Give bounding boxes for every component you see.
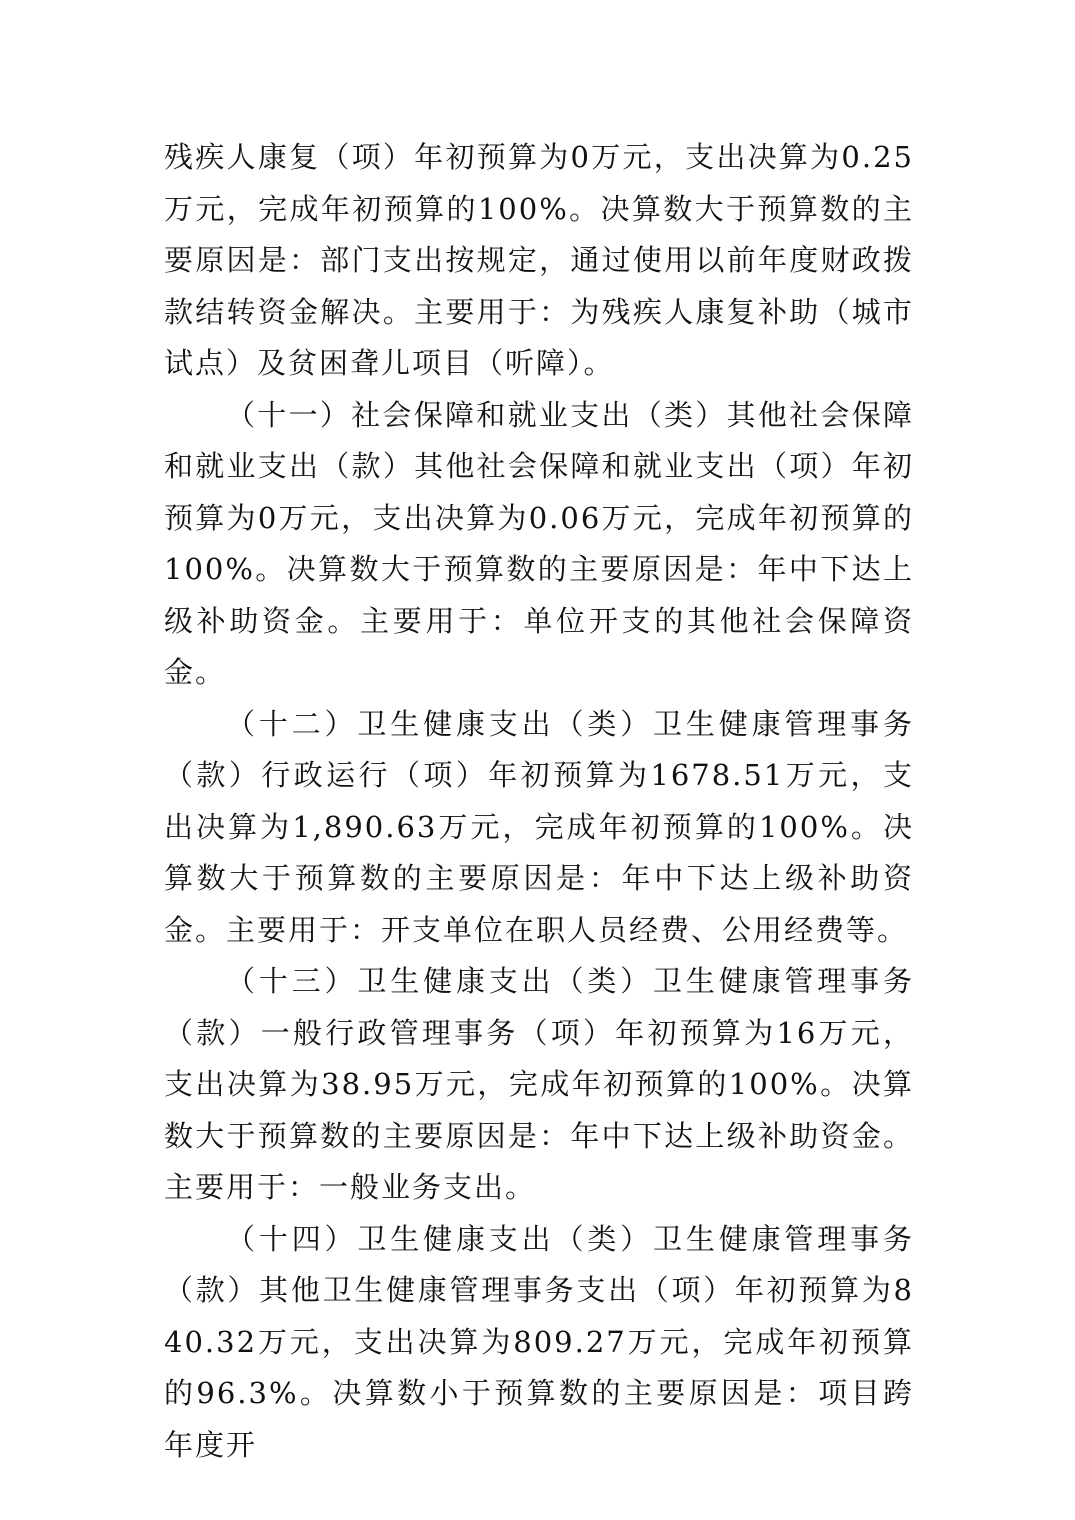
document-body: [164, 132, 914, 1471]
paragraph-item-13-general-admin-affairs: （十三）卫生健康支出（类）卫生健康管理事务（款）一般行政管理事务（项）年初预算为16万元，支出决算为38.95万元，完成年初预算的100%。决算数大于预算数的主要原因是：年中下达上级补助资金。主要用于：一般业务支出。: [164, 964, 914, 1204]
paragraph-disabled-rehabilitation: 残疾人康复（项）年初预算为0万元，支出决算为0.25万元，完成年初预算的100%。决算数大于预算数的主要原因是：部门支出按规定，通过使用以前年度财政拨款结转资金解决。主要用于：为残疾人康复补助（城市试点）及贫困聋儿项目（听障）。: [164, 140, 914, 380]
paragraph-item-12-health-admin-operation: （十二）卫生健康支出（类）卫生健康管理事务（款）行政运行（项）年初预算为1678.51万元，支出决算为1,890.63万元，完成年初预算的100%。决算数大于预算数的主要原因是：年中下达上级补助资金。主要用于：开支单位在职人员经费、公用经费等。: [164, 706, 914, 947]
paragraph-item-14-other-health-admin: （十四）卫生健康支出（类）卫生健康管理事务（款）其他卫生健康管理事务支出（项）年初预算为840.32万元，支出决算为809.27万元，完成年初预算的96.3%。决算数小于预算数的主要原因是：项目跨年度开: [164, 1221, 914, 1462]
paragraph-item-11-social-security: （十一）社会保障和就业支出（类）其他社会保障和就业支出（款）其他社会保障和就业支出（项）年初预算为0万元，支出决算为0.06万元，完成年初预算的100%。决算数大于预算数的主要原因是：年中下达上级补助资金。主要用于：单位开支的其他社会保障资金。: [164, 397, 914, 689]
